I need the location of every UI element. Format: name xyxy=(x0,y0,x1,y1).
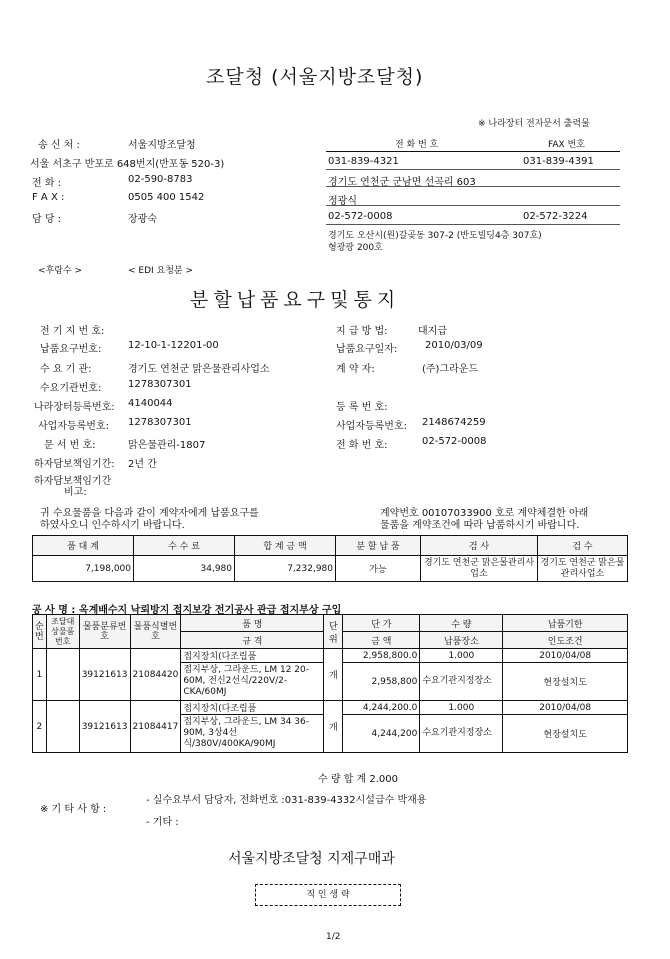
info-left-value-5: 1278307301 xyxy=(128,417,192,428)
body-right-line2: 물품을 계약조건에 따라 납품하시기 바랍니다. xyxy=(380,520,580,531)
info-right-label-5: 사업자등록번호: xyxy=(336,421,407,432)
body-left-line1: 귀 수요물품을 다음과 같이 계약자에게 납품요구를 xyxy=(40,508,259,519)
item-cls: 39121613 xyxy=(79,649,130,701)
info-left-label-6: 문 서 번 호: xyxy=(44,440,96,451)
item-cond: 현장설치도 xyxy=(503,663,628,701)
contact-line-2 xyxy=(326,205,620,206)
info-right-value-1: 2010/03/09 xyxy=(425,340,483,351)
info-right-label-1: 납품요구일자: xyxy=(336,344,398,355)
sender-label-0: 송 신 처 : xyxy=(38,140,80,151)
misc-label: ※ 기 타 사 항 : xyxy=(40,804,107,815)
page-number: 1/2 xyxy=(326,932,341,942)
body-right-line1: 계약번호 00107033900 호로 계약체결한 아래 xyxy=(380,508,589,519)
misc-line2: - 기타 : xyxy=(146,817,179,828)
info-left-label-1: 납품요구번호: xyxy=(40,344,102,355)
col-place: 납품장소 xyxy=(420,632,503,649)
info-left-label-2: 수 요 기 관: xyxy=(40,364,92,375)
item-qty: 1.000 xyxy=(420,649,503,663)
item-price: 4,244,200.0 xyxy=(343,701,420,715)
item-cat xyxy=(46,649,79,701)
contact-header-fax: FAX 번호 xyxy=(548,140,585,150)
info-left-label-8: 하자담보책임기간 xyxy=(34,476,112,487)
summary-header: 품 대 계 xyxy=(33,536,134,556)
col-due: 납품기한 xyxy=(503,615,628,632)
item-idn: 21084417 xyxy=(130,701,181,753)
info-right-label-4: 등 록 번 호: xyxy=(336,402,388,413)
contact-phone-2: 정광식 xyxy=(328,196,357,207)
contact-line-3 xyxy=(326,224,620,225)
sender-label-2: 전 화 : xyxy=(32,178,62,189)
col-cond: 인도조건 xyxy=(503,632,628,649)
summary-header: 검 수 xyxy=(538,536,628,556)
contact-header-phone: 전 화 번 호 xyxy=(395,140,439,150)
contact-line-1 xyxy=(326,186,620,187)
info-left-label-0: 전 기 지 번 호: xyxy=(40,326,105,337)
col-cat: 조달대상물품번호 xyxy=(46,615,79,649)
info-left-label-5: 사업자등록번호: xyxy=(38,421,109,432)
col-cls: 물품분류번호 xyxy=(79,615,130,649)
item-idn: 21084420 xyxy=(130,649,181,701)
contact-phone-0: 031-839-4321 xyxy=(328,156,399,167)
item-amt: 4,244,200 xyxy=(343,715,420,753)
item-name: 접지장치(다조립품 xyxy=(181,701,324,715)
info-right-label-2: 계 약 자: xyxy=(336,364,375,375)
col-price: 단 가 xyxy=(343,615,420,632)
stamp-text: 직 인 생 략 xyxy=(306,890,350,900)
item-cond: 현장설치도 xyxy=(503,715,628,753)
summary-table xyxy=(32,535,628,582)
body-left-line2: 하였사오니 인수하시기 바랍니다. xyxy=(40,520,185,531)
item-name: 접지장치(다조립품 xyxy=(181,649,324,663)
info-left-label-3: 수요기관번호: xyxy=(40,383,102,394)
sender-value-4: 장광숙 xyxy=(128,214,157,225)
contact-line-0 xyxy=(326,169,620,170)
item-unit: 개 xyxy=(324,649,343,701)
summary-value: 경기도 연천군 맑은물관리사업소 xyxy=(421,556,538,582)
ref-b: < EDI 요청분 > xyxy=(128,266,194,276)
col-name: 품 명 xyxy=(181,615,324,632)
info-right-value-5: 2148674259 xyxy=(422,417,486,428)
summary-header: 분 할 납 품 xyxy=(336,536,421,556)
info-left-value-1: 12-10-1-12201-00 xyxy=(128,340,219,351)
summary-value: 34,980 xyxy=(134,556,235,582)
item-unit: 개 xyxy=(324,701,343,753)
sender-value-2: 02-590-8783 xyxy=(128,174,193,185)
ref-a: <후람수 > xyxy=(38,266,83,276)
stamp-box xyxy=(255,884,401,906)
info-right-label-0: 지 급 방 법: xyxy=(336,326,388,337)
item-seq: 2 xyxy=(33,701,47,753)
info-left-label-9: 비고: xyxy=(64,487,87,498)
footer-org: 서울지방조달청 지제구매과 xyxy=(228,851,395,867)
item-qty: 1.000 xyxy=(420,701,503,715)
col-spec: 규 격 xyxy=(181,632,324,649)
info-left-value-7: 2년 간 xyxy=(128,459,157,470)
notice: ※ 나라장터 전자문서 출력물 xyxy=(478,119,590,129)
contact-header-line xyxy=(326,151,620,152)
info-left-value-4: 4140044 xyxy=(128,398,173,409)
info-left-value-6: 맑은물관리-1807 xyxy=(128,440,206,451)
summary-header: 검 사 xyxy=(421,536,538,556)
item-due: 2010/04/08 xyxy=(503,649,628,663)
sender-label-3: F A X : xyxy=(32,192,65,203)
contact-phone-1: 경기도 연천군 군남면 선곡리 603 xyxy=(328,177,476,188)
item-seq: 1 xyxy=(33,649,47,701)
info-left-value-2: 경기도 연천군 맑은물관리사업소 xyxy=(128,364,270,375)
summary-value: 7,232,980 xyxy=(235,556,336,582)
info-left-value-3: 1278307301 xyxy=(128,379,192,390)
misc-line1: - 실수요부서 담당자, 전화번호 :031-839-4332시설급수 박재용 xyxy=(146,795,427,806)
summary-header: 합 계 금 액 xyxy=(235,536,336,556)
info-left-label-4: 나라장터등록번호: xyxy=(34,402,115,413)
col-unit: 단위 xyxy=(324,615,343,649)
col-idn: 물품식별번호 xyxy=(130,615,181,649)
contact-phone-3: 02-572-0008 xyxy=(328,211,393,222)
items-table xyxy=(32,614,628,753)
project-name: 공 사 명 : 옥계배수지 낙뢰방지 접지보강 전기공사 관급 접지부상 구입 xyxy=(32,605,342,616)
item-due: 2010/04/08 xyxy=(503,701,628,715)
contact-fax-3: 02-572-3224 xyxy=(523,211,588,222)
item-amt: 2,958,800 xyxy=(343,663,420,701)
summary-header: 수 수 료 xyxy=(134,536,235,556)
contact-phone-5: 형광광 200호 xyxy=(328,243,383,253)
qty-total: 수 량 합 계 2.000 xyxy=(318,774,398,785)
sender-value-3: 0505 400 1542 xyxy=(128,192,205,203)
item-place: 수요기관지정장소 xyxy=(420,715,503,753)
col-qty: 수 량 xyxy=(420,615,503,632)
item-spec: 접지부상, 그라운드, LM 34 36-90M, 3상4선식/380V/400KA/90MJ xyxy=(181,715,324,753)
item-cat xyxy=(46,701,79,753)
info-right-value-0: 대지급 xyxy=(418,326,447,337)
info-right-label-6: 전 화 번 호: xyxy=(336,440,388,451)
sender-address: 서울 서초구 반포로 648번지(반포동 520-3) xyxy=(30,159,225,170)
info-right-value-2: (주)그라운드 xyxy=(422,364,479,375)
info-right-value-6: 02-572-0008 xyxy=(422,436,487,447)
document-subtitle: 분할납품요구및통지 xyxy=(190,289,401,311)
sender-label-4: 담 당 : xyxy=(32,214,62,225)
col-seq: 순번 xyxy=(33,615,47,649)
page-title: 조달청 (서울지방조달청) xyxy=(206,66,424,88)
item-place: 수요기관지정장소 xyxy=(420,663,503,701)
summary-value: 가능 xyxy=(336,556,421,582)
item-spec: 접지부상, 그라운드, LM 12 20-60M, 전신2선식/220V/2-CKA/60MJ xyxy=(181,663,324,701)
summary-value: 경기도 연천군 맑은물관리사업소 xyxy=(538,556,628,582)
contact-fax-0: 031-839-4391 xyxy=(523,156,594,167)
contact-phone-4: 경기도 오산시(원)갈곶동 307-2 (반도빌딩4층 307호) xyxy=(328,231,542,241)
col-amt: 금 액 xyxy=(343,632,420,649)
summary-value: 7,198,000 xyxy=(33,556,134,582)
item-cls: 39121613 xyxy=(79,701,130,753)
sender-value-0: 서울지방조달청 xyxy=(128,140,196,151)
info-left-label-7: 하자담보책임기간: xyxy=(34,459,115,470)
item-price: 2,958,800.0 xyxy=(343,649,420,663)
